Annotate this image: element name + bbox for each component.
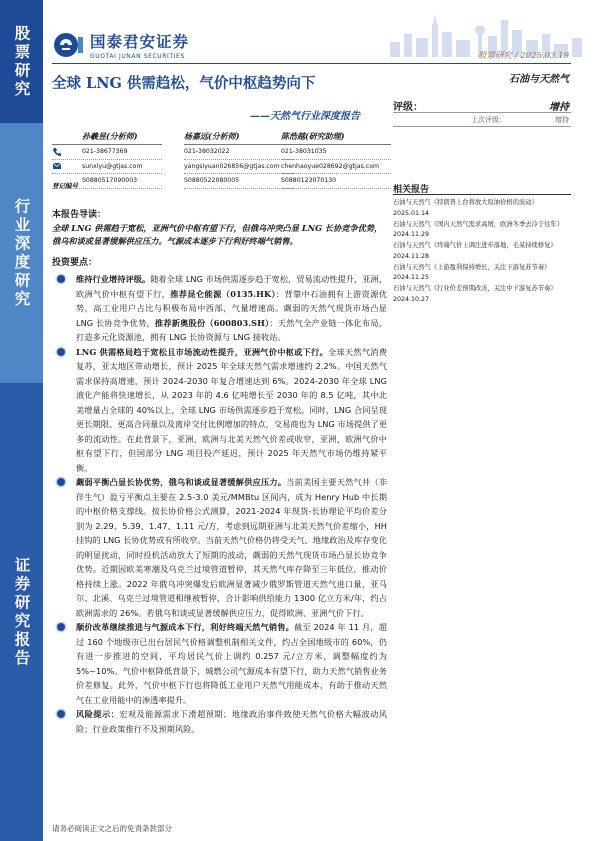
brand-logo <box>52 30 189 60</box>
related-report-link[interactable]: 石油与天然气《特朗普上台将放大原油价格的波动》2025.01.14 <box>393 199 538 217</box>
rating-label: 评级： <box>393 102 423 113</box>
rating-value: 增持 <box>549 102 569 113</box>
analyst-phone: 021-38032022 <box>184 145 294 160</box>
sidebar-industry-depth: 行业深度研究 <box>0 123 43 383</box>
email-icon <box>52 161 62 171</box>
bullet-icon <box>57 623 65 631</box>
sidebar-stock-research: 股票研究 <box>0 0 43 123</box>
report-subtitle: ——天然气行业深度报告 <box>250 111 360 122</box>
related-divider <box>393 194 571 195</box>
rating-divider <box>393 112 571 113</box>
invest-point: 维持行业增持评级。随着全球 LNG 市场供需逐步趋于宽松，贸易流动性提升，亚洲、欧洲气价中枢有望下行，推荐昆仑能源（0135.HK）：背靠中石油拥有上游资源优势，高工业用户占比与积极布局中西部，气量增速高。觑弱的天然气现货市场凸显 LNG 长协竞争优势，推荐新奥股份（600803.SH）：天然气全产业链一体化布局，打造多元化资源池，拥有 LNG 长协资源与 LNG 接收站。 <box>52 272 387 345</box>
analyst-phone: 021-38031035 <box>281 145 391 160</box>
guide-text: 全球 LNG 供需趋于宽松，亚洲气价中枢有望下行，但俄乌冲突凸显 LNG 长协竞争优势，俄乌和谈或显著缓解供应压力。气源成本逐步下行利好终端气销售。 <box>52 223 383 246</box>
prev-rating-divider <box>393 126 571 127</box>
report-title: 全球 LNG 供需趋松，气价中枢趋势向下 <box>52 75 316 92</box>
invest-point: LNG 供需格局趋于宽松且市场流动性提升，亚洲气价中枢或下行。全球天然气消费复苏，亚太地区带动增长，预计 2025 年全球天然气需求增速约 2.2%。中国天然气需求保持高增速，预计 2024-2030 年复合增速达到 6%。2024-2030 年全球 LNG 液化产能将快速增长，从 2023 年的 4.6 亿吨增长至 2030 年的 8.5 亿吨，其中北美增量占全球的 40%以上，全球 LNG 市场供需逐步趋于宽松。同时，LNG 合同呈现更长期限、更高合同量以及离岸交付比例增加的特点，交易商也为 LNG 市场提供了更多的流动性。在此背景下，亚洲、欧洲与北美天然气价差或收窄，亚洲、欧洲气价中枢有望下行，但国部分 LNG 项目投产延迟，预计 2025 年天然气市场仍维持紧平衡。 <box>52 345 387 476</box>
bullet-icon <box>57 710 65 718</box>
brand-name-en: GUOTAI JUNAN SECURITIES <box>90 53 185 60</box>
invest-point: 风险提示：宏观及能源需求下滑超预期；地缘政治事件致使天然气价格大幅波动风险；行业政策推行不及预期风险。 <box>52 707 387 736</box>
analyst-name: 陈浩越(研究助理) <box>281 131 391 145</box>
analyst-card <box>184 131 294 189</box>
header-divider <box>52 63 571 64</box>
analyst-cert: S0880123070130 <box>281 174 391 189</box>
prev-rating-label: 上次评级： <box>471 116 506 124</box>
invest-point: 觑弱平衡凸显长协优势，俄乌和谈或显著缓解供应压力。当前美国主要天然气井（非伴生气）盈亏平衡点主要在 2.5-3.0 美元/MMBtu 区间内，成为 Henry Hub 中长期的中枢价格支撑线。按长协价格公式测算，2021-2024 年现货-长协理论平均价差分别为 2.29、5.39、1.47、1.11 元/方，考虑到远期亚洲与北美天然气价差缩小，HH 挂钩的 LNG 长协优势或有所收窄。当前天然气价格仍将受天气、地缘政治及库存变化的明显扰动，同时投机活动放大了短期的波动，觑弱的天然气现货市场凸显长协竞争优势。近期因欧美寒潮及乌克兰过境管道暂停，其天然气库存降至三年低位，推动价格持续上涨。2022 年俄乌冲突爆发后欧洲显著减少俄罗斯管道天然气进口量，亚马尔、北溪、乌克兰过境管道相继被暂停，合计影响供给能力 1300 亿立方米/年，约占欧洲需求的 26%。若俄乌和谈或显著缓解供应压力，促得欧洲、亚洲气价下行。 <box>52 475 387 620</box>
invest-heading: 投资要点： <box>52 258 98 268</box>
analyst-phone: 021-38677369 <box>52 145 162 160</box>
analyst-email: yangsiyuan026856@gtjas.com <box>184 160 294 175</box>
analyst-cert: S0880522080005 <box>184 174 294 189</box>
analyst-card <box>52 131 162 189</box>
related-reports-list <box>393 198 573 306</box>
analyst-email: sunxiyu@gtjas.com <box>52 160 162 175</box>
report-meta: 股票研究 / 2025.03.19 <box>478 51 569 61</box>
gtja-logo-icon <box>52 31 84 59</box>
cert-label: 登记编号 <box>52 182 78 190</box>
related-report-link[interactable]: 石油与天然气《终端气价上调注进步落地，毛某持续修复》2024.11.28 <box>393 242 557 260</box>
analyst-email: chenhaoyue028692@gtjas.com <box>281 160 391 175</box>
sidebar-securities-report: 证券研究报告 <box>0 383 43 841</box>
related-report-link[interactable]: 石油与天然气《国内天然气需求高增，欧洲冬季去冷于往年》2024.11.29 <box>393 220 564 238</box>
analyst-name: 杨嘉远(分析师) <box>184 131 294 145</box>
related-report-link[interactable]: 石油与天然气《行业价差预期改善，关注中下游复苏节奏》2024.10.27 <box>393 285 557 303</box>
bullet-icon <box>57 348 65 356</box>
sidebar <box>0 0 43 841</box>
invest-point: 顺价改革继续推进与气源成本下行，利好终端天然气销售。截至 2024 年 11 月，超过 160 个地级市已出台居民气价格调整机制相关文件，约占全国地级市的 60%，仍有进一步推进的空间，平均居民气价上调约 0.257 元/立方米，调整幅度约为 5%~10%。气价中枢降低背景下，城燃公司气源成本有望下行，助力天然气销售业务价差修复。此外，气价中枢下行也将降低工业用户天然气用能成本，有助于推动天然气在工业用能中的渗透率提升。 <box>52 620 387 707</box>
disclaimer-footer: 请务必阅读正文之后的免责条款部分 <box>52 824 172 833</box>
prev-rating-value: 增持 <box>555 116 569 124</box>
invest-points <box>52 272 387 736</box>
header-sector: 石油与天然气 <box>509 74 569 85</box>
related-reports-title: 相关报告 <box>393 185 430 195</box>
bullet-icon <box>57 478 65 486</box>
analyst-cert: S0880517090003 <box>52 174 162 189</box>
bullet-icon <box>57 275 65 283</box>
related-report-link[interactable]: 石油与天然气《上游盈利保持增长，关注下游复苏节奏》2024.11.25 <box>393 263 551 281</box>
guide-heading: 本报告导读： <box>52 210 107 220</box>
brand-name-cn: 国泰君安证券 <box>90 33 190 51</box>
analyst-card <box>281 131 391 189</box>
phone-icon <box>52 147 62 157</box>
analyst-name: 孙羲昱(分析师) <box>52 131 162 145</box>
